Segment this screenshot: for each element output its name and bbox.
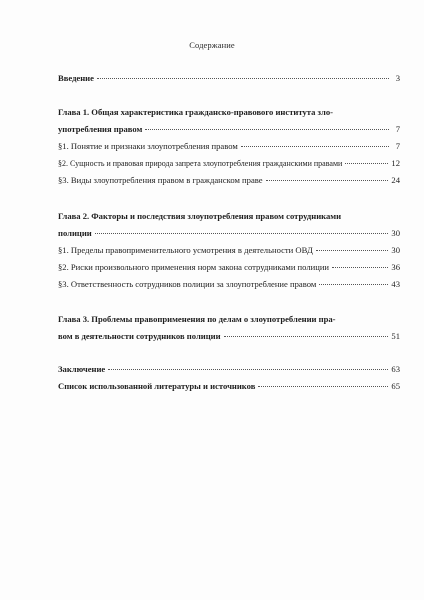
- dot-leader: [345, 163, 388, 164]
- dot-leader: [95, 233, 389, 234]
- toc-entry-chapter-1: [58, 123, 400, 135]
- dot-leader: [224, 336, 389, 337]
- toc-entry-title: употребления правом: [58, 124, 143, 134]
- toc-entry-page: 65: [391, 381, 400, 391]
- toc-entry-section-1-3: [58, 174, 400, 186]
- dot-leader: [316, 250, 389, 251]
- toc-entry-title: Заключение: [58, 364, 106, 374]
- toc-entry-section-2-1: [58, 244, 400, 256]
- toc-entry-chapter-2: [58, 227, 400, 239]
- toc-entry-page: 24: [391, 175, 400, 185]
- dot-leader: [319, 284, 388, 285]
- toc-chapter-2-first-line: Глава 2. Факторы и последствия злоупотребления правом сотрудниками: [58, 211, 342, 221]
- dot-leader: [332, 267, 388, 268]
- dot-leader: [266, 180, 389, 181]
- toc-entry-title: вом в деятельности сотрудников полиции: [58, 331, 221, 341]
- dot-leader: [108, 369, 388, 370]
- toc-entry-title: §3. Виды злоупотребления правом в гражданском праве: [58, 175, 263, 185]
- toc-entry-page: 36: [391, 262, 400, 272]
- toc-entry-section-2-3: [58, 278, 400, 290]
- toc-entry-chapter-3: [58, 330, 400, 342]
- toc-entry-section-1-2: [58, 157, 400, 169]
- dot-leader: [97, 78, 389, 79]
- toc-entry-title: §1. Пределы правоприменительного усмотрения в деятельности ОВД: [58, 245, 313, 255]
- toc-entry-page: 51: [391, 331, 400, 341]
- toc-entry-section-2-2: [58, 261, 400, 273]
- toc-entry-title: §2. Риски произвольного применения норм закона сотрудниками полиции: [58, 262, 330, 272]
- toc-entry-page: 12: [391, 158, 400, 168]
- toc-entry-title: полиции: [58, 228, 92, 238]
- toc-chapter-1-first-line: Глава 1. Общая характеристика гражданско-правового института зло-: [58, 107, 333, 117]
- toc-entry-title: §1. Понятие и признаки злоупотребления правом: [58, 141, 238, 151]
- toc-entry-page: 7: [395, 124, 400, 134]
- toc-entry-page: 30: [391, 245, 400, 255]
- toc-entry-page: 43: [391, 279, 400, 289]
- toc-entry-page: 7: [395, 141, 400, 151]
- toc-entry-page: 30: [391, 228, 400, 238]
- toc-entry-title: §2. Сущность и правовая природа запрета злоупотребления гражданскими правами: [58, 159, 343, 168]
- toc-entry-introduction: [58, 72, 400, 84]
- toc-entry-section-1-1: [58, 140, 400, 152]
- toc-entry-bibliography: [58, 380, 400, 392]
- dot-leader: [258, 386, 388, 387]
- dot-leader: [145, 129, 389, 130]
- toc-entry-page: 63: [391, 364, 400, 374]
- toc-heading: Содержание: [189, 40, 235, 50]
- toc-entry-conclusion: [58, 363, 400, 375]
- toc-entry-page: 3: [395, 73, 400, 83]
- toc-entry-title: Список использованной литературы и источников: [58, 381, 256, 391]
- dot-leader: [241, 146, 389, 147]
- toc-chapter-3-first-line: Глава 3. Проблемы правоприменения по делам о злоупотреблении пра-: [58, 314, 336, 324]
- toc-entry-title: Введение: [58, 73, 94, 83]
- toc-entry-title: §3. Ответственность сотрудников полиции за злоупотребление правом: [58, 279, 317, 289]
